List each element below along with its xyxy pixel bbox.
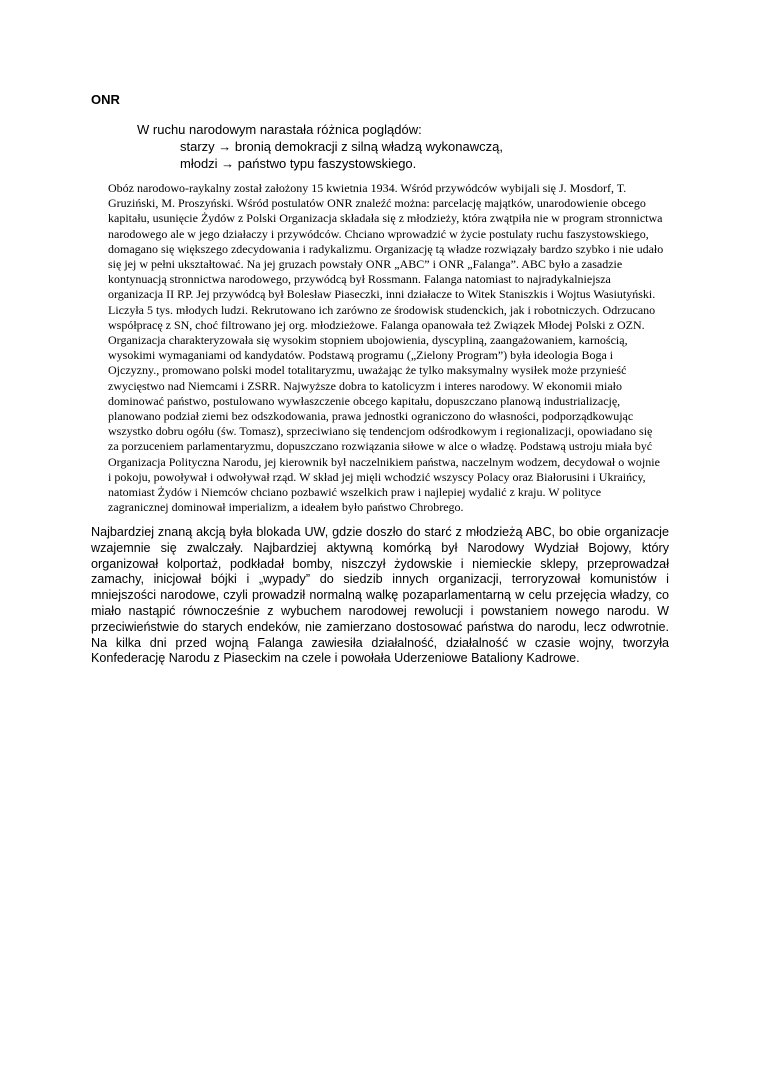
intro-line-mlodzi: młodzi → państwo typu faszystowskiego.	[180, 156, 417, 171]
intro-block	[137, 121, 503, 172]
paragraph-onr-history: Obóz narodowo-raykalny został założony 15 kwietnia 1934. Wśród przywódców wybijali się J. Mosdorf, T. Gruziński, M. Proszyński. Wśród postulatów ONR znaleźć można: parcelację majątków, unarodowienie obcego kapitału, usunięcie Żydów z Polski Organizacja składała się z młodzieży, która zwątpiła nie w program stronnictwa narodowego ale w jego działaczy i przywódców. Chciano wprowadzić w życie postulaty ruchu faszystowskiego, domagano się większego zdecydowania i radykalizmu. Organizację tą władze rozwiązały bardzo szybko i nie udało się jej w pełni ukształtować. Na jej gruzach powstały ONR „ABC” i ONR „Falanga”. ABC było a zasadzie kontynuacją stronnictwa narodowego, przywódcą był Rossmann. Falanga natomiast to najradykalniejsza organizacja II RP. Jej przywódcą był Bolesław Piaseczki, inni działacze to Witek Staniszkis i Wojtus Wasiutyński. Liczyła 5 tys. młodych ludzi. Rekrutowano ich zarówno ze środowisk studenckich, jak i robotniczych. Odrzucano współpracę z SN, choć filtrowano jej org. młodzieżowe. Falanga opanowała też Związek Młodej Polski z OZN. Organizacja charakteryzowała się wysokim stopniem ubojowienia, dyscypliną, zaangażowaniem, karnością, wysokimi wymaganiami od kandydatów. Podstawą programu („Zielony Program”) była ideologia Boga i Ojczyzny., promowano polski model totalitaryzmu, uważając że tylko maksymalny wysiłek może przynieść zwycięstwo nad Niemcami i ZSRR. Najwyższe dobra to katolicyzm i interes narodowy. W ekonomii miało dominować państwo, postulowano wywłaszczenie obcego kapitału, dopuszczano planową industrializację, planowano podział ziemi bez odszkodowania, prawa jednostki ograniczono do własności, podporządkowując wszystko dobru ogółu (św. Tomasz), sprzeciwiano się tendencjom odśrodkowym i regionalizacji, opowiadano się za porzuceniem parlamentaryzmu, dopuszczano rozwiązania siłowe w alce o władzę. Podstawą ustroju miała być Organizacja Polityczna Narodu, jej kierownik był naczelnikiem państwa, naczelnym wodzem, decydował o wojnie i pokoju, powoływał i odwoływał rząd. W skład jej mięli wchodzić wszyscy Polacy oraz Białorusini i Ukraińcy, natomiast Żydów i Niemców chciano pozbawić wszelkich praw i najlepiej wydalić z kraju. W polityce zagranicznej dominował imperializm, a ideałem było państwo Chrobrego.	[108, 181, 664, 515]
intro-line-starzy: starzy → bronią demokracji z silną władzą wykonawczą,	[180, 139, 503, 154]
serif-paragraph-block	[108, 181, 664, 515]
sans-paragraph-block	[91, 525, 669, 667]
document-title: ONR	[91, 92, 120, 107]
paragraph-falanga-actions: Najbardziej znaną akcją była blokada UW, gdzie doszło do starć z młodzieżą ABC, bo obie organizacje wzajemnie się zwalczały. Najbardziej aktywną komórką był Narodowy Wydział Bojowy, który organizował kolportaż, podkładał bomby, niszczył żydowskie i niemieckie sklepy, przeprowadzał zamachy, inicjował bójki i „wypady” do siedzib innych organizacji, terroryzował komunistów i mniejszości narodowe, czyli prowadził normalną walkę pozaparlamentarną w celu przejęcia władzy, co miało nastąpić równocześnie z wybuchem narodowej rewolucji i powstaniem nowego narodu. W przeciwieństwie do starych endeków, nie zamierzano dostosować państwa do narodu, lecz odwrotnie. Na kilka dni przed wojną Falanga zawiesiła działalność, działalność w czasie wojny, tworzyła Konfederację Narodu z Piaseckim na czele i powołała Uderzeniowe Bataliony Kadrowe.	[91, 525, 669, 666]
intro-heading: W ruchu narodowym narastała różnica poglądów:	[137, 122, 422, 137]
